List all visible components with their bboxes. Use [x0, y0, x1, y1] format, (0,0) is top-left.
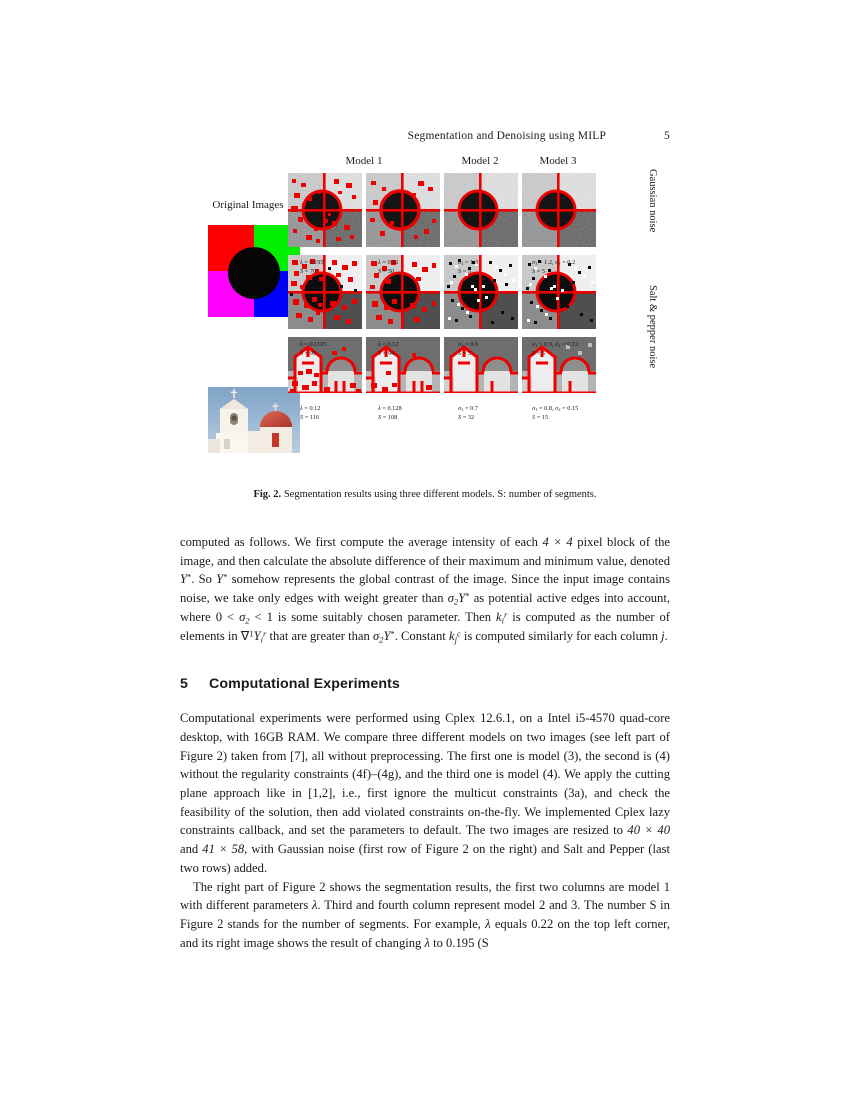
figure-caption-label: Fig. 2. — [253, 489, 282, 500]
section-heading — [180, 676, 670, 692]
figure-column-headers — [180, 155, 680, 173]
p1-seg5: as potential active edges into account, where — [180, 591, 670, 625]
p3-seg1: The right part of Figure 2 shows the segmentation results, the first two columns are model 1 with different parameters — [180, 879, 670, 913]
page-number: 5 — [664, 130, 670, 142]
caption-r1c1: λ = 0.195 S = 70 — [300, 259, 324, 275]
p1-seg11: . — [664, 629, 668, 644]
original-image-synthetic — [208, 225, 300, 317]
caption-r2c1: λ = 0.1105 S = 99 — [300, 341, 327, 357]
p1-seg3: . So — [191, 572, 217, 587]
caption-r2c2: λ = 0.12 S = 94 — [378, 341, 399, 357]
caption-r3c3: σ1 = 0.7 S = 32 — [458, 405, 478, 421]
p1-seg9: . Constant — [394, 629, 449, 644]
caption-r2c4: σ1 = 0.9, σ2 = 0.12 S = 5 — [532, 341, 579, 357]
p1-math10: j — [661, 629, 665, 644]
p3-seg4: to 0.195 (S — [429, 935, 489, 950]
p1-seg2: pixel block of the image, and then calculate the absolute difference of their maximum and minimum value, denoted — [180, 535, 670, 568]
caption-r3c2: λ = 0.128 S = 108 — [378, 405, 402, 421]
p3-math3: λ — [424, 935, 430, 950]
result-image-r3c3 — [444, 337, 518, 393]
running-head — [180, 130, 670, 142]
p1-seg6: is some suitably chosen parameter. Then — [272, 610, 496, 625]
paragraph-2 — [180, 709, 670, 877]
p3-seg3: equals 0.22 on the top left corner, and its right image shows the result of changing — [180, 916, 670, 950]
result-image-r1c3 — [444, 173, 518, 247]
caption-r1c3: σ1 = 1.3 S = 5 — [458, 259, 478, 275]
p2-seg1: Computational experiments were performed using Cplex — [180, 711, 481, 726]
column-header-model-2: Model 2 — [461, 155, 499, 167]
figure-2 — [180, 155, 680, 485]
original-image-church — [208, 387, 300, 453]
column-header-model-1: Model 1 — [345, 155, 383, 167]
p3-math1: λ — [311, 898, 318, 913]
result-image-r1c4 — [522, 173, 596, 247]
p2-seg3: and — [180, 842, 203, 857]
caption-r3c1: λ = 0.12 S = 116 — [300, 405, 321, 421]
side-label-gaussian-noise: Gaussian noise — [647, 169, 658, 233]
p1-seg10: is computed similarly for each column — [460, 629, 662, 644]
caption-r1c4: σ1 = 1.2, σ2 = 0.2 S = 5 — [532, 259, 576, 275]
section-title: Computational Experiments — [209, 676, 400, 693]
p2-size1: 40 × 40 — [627, 823, 670, 838]
p1-seg1: computed as follows. We first compute the average intensity of each — [180, 535, 543, 549]
result-image-r2c3 — [444, 255, 518, 329]
section-number: 5 — [180, 676, 188, 693]
p2-size2: 41 × 58 — [202, 842, 245, 857]
p1-seg8: that are greater than — [266, 629, 373, 644]
original-images-label: Original Images — [212, 199, 284, 211]
side-label-salt-pepper-noise: Salt & pepper noise — [647, 285, 658, 369]
p3-seg2: . Third and fourth column represent model 2 and 3. The number S in Figure 2 stands for the number of segments. For example, — [180, 898, 670, 931]
figure-caption-text: Segmentation results using three different models. S: number of segments. — [283, 489, 597, 500]
p2-seg2: , on a Intel i5-4570 quad-core desktop, with 16GB RAM. We compare three different models on two images (see left part of Figure 2) taken from [7], all without preprocessing. The first one is model (3), the second is (4) without the regularity constraints (4f)–(4g), and the third one is model (4). We apply the cutting plane approach like in [1,2], i.e., first ignore the multicut constraints (3a), and check the feasibility of the solution, then add violated constraints on-the-fly. We implemented Cplex lazy constraints callback, and set the parameters to default. The two images are resized to — [180, 711, 670, 838]
figure-caption — [180, 488, 670, 502]
column-header-model-3: Model 3 — [539, 155, 577, 167]
result-image-r1c2 — [366, 173, 440, 247]
p2-seg4: , with Gaussian noise (first row of Figure 2 on the right) and Salt and Pepper (last two rows) added. — [180, 842, 670, 875]
p1-seg4: somehow represents the global contrast of the image. Since the input image contains noise, we take only edges with weight greater than — [180, 572, 670, 606]
running-head-title: Segmentation and Denoising using MILP — [407, 130, 607, 142]
p2-version: 12.6.1 — [480, 711, 512, 726]
paragraph-1: computed as follows. We first compute the average intensity of each 4 × 4 pixel block of the image, and then calculate the absolute difference of their maximum and minimum value, denoted Y*. So Y* somehow represents the global contrast of the image. Since the input image contains noise, we take only edges with weight greater than $\sigma_2Y^*$ as potential active edges into account, where $0 < \sigma_2 < 1$ is some suitably chosen parameter. Then $k_i^r$ is computed as the number of elements in $\nabla^1Y_i^r$ that are greater than $\sigma_2Y^*$. Constant $k_j^c$ is computed similarly for each column j. — [180, 535, 670, 645]
result-image-r1c1 — [288, 173, 362, 247]
body-text — [180, 533, 670, 952]
p3-math2: λ — [485, 916, 491, 931]
caption-r3c4: σ1 = 0.8, σ2 = 0.15 S = 15 — [532, 405, 579, 421]
caption-r1c2: λ = 0.22 S = 50 — [378, 259, 399, 275]
p1-math1: 4 × 4 — [542, 535, 573, 549]
paragraph-3 — [180, 878, 670, 953]
caption-r2c3: σ1 = 0.9 S = 5 — [458, 341, 478, 357]
p1-seg7: is computed as the number of elements in — [180, 610, 670, 644]
